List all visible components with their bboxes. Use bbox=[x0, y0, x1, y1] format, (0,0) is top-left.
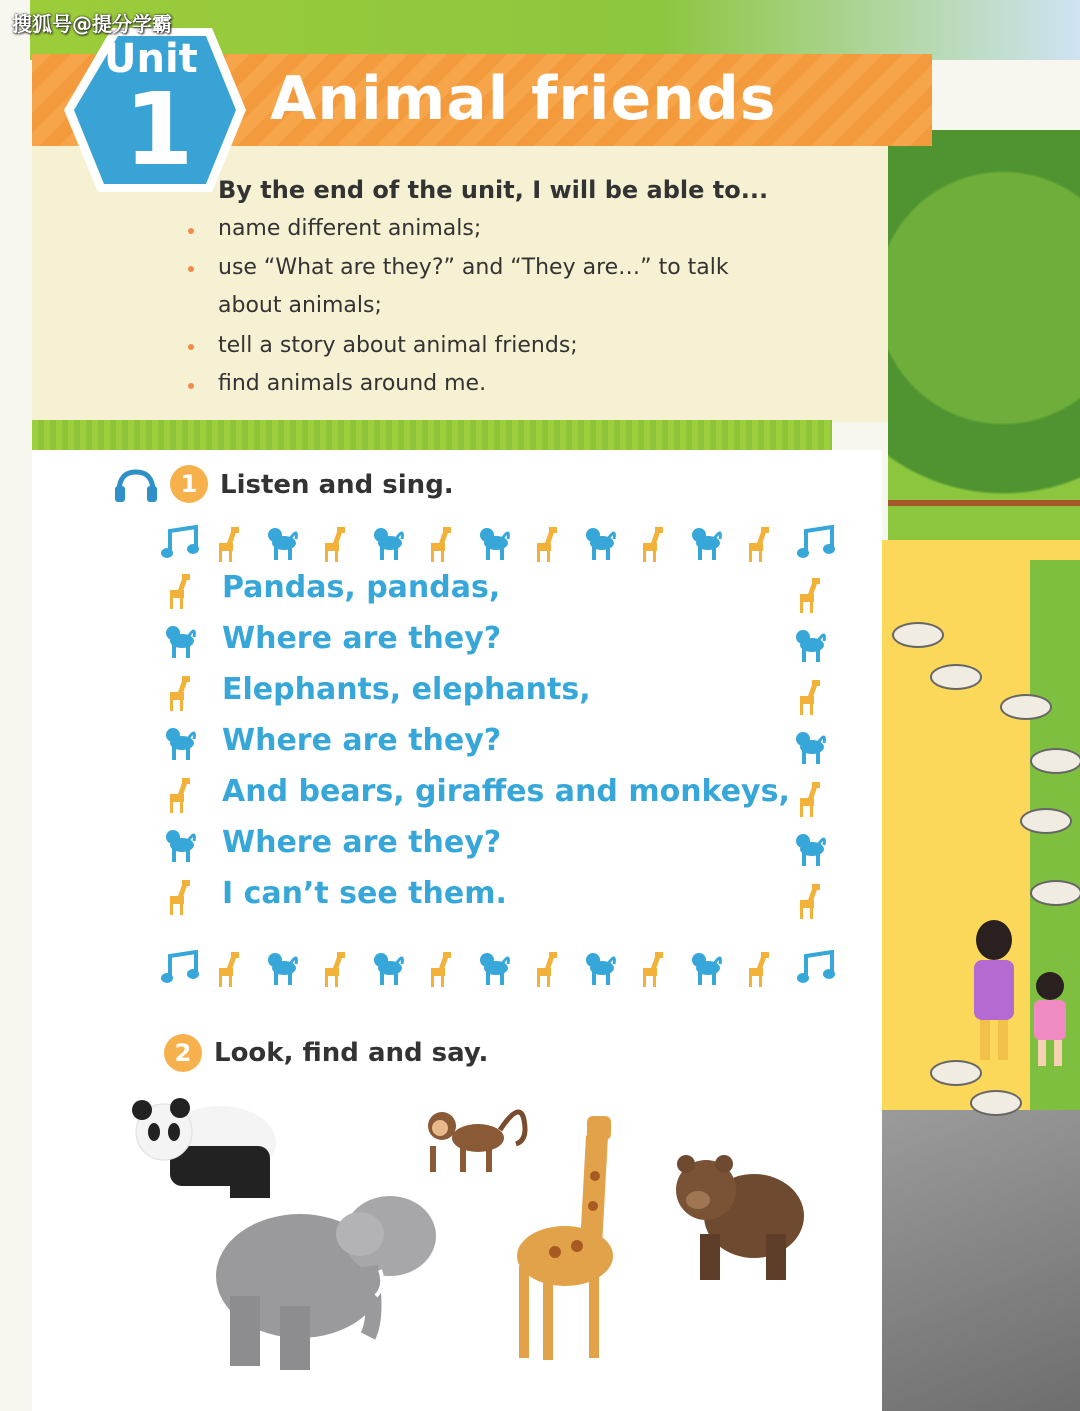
bullet bbox=[188, 344, 194, 350]
goal-item: tell a story about animal friends; bbox=[218, 333, 578, 358]
monkey-icon bbox=[690, 950, 724, 990]
monkey-icon bbox=[164, 725, 198, 765]
monkey-icon bbox=[372, 950, 406, 990]
giraffe-icon bbox=[425, 950, 455, 992]
monkey-icon bbox=[794, 729, 828, 769]
giraffe-icon bbox=[319, 525, 349, 567]
giraffe-icon bbox=[164, 674, 194, 716]
giraffe-icon bbox=[743, 525, 773, 567]
monkey-icon bbox=[584, 950, 618, 990]
monkey-icon bbox=[164, 623, 198, 663]
child-illustration bbox=[1024, 970, 1076, 1070]
giraffe-icon bbox=[531, 525, 561, 567]
giraffe-icon bbox=[531, 950, 561, 992]
stepping-stone bbox=[970, 1090, 1022, 1116]
monkey-icon bbox=[690, 525, 724, 565]
elephant-picture bbox=[210, 1186, 440, 1376]
bear-picture bbox=[670, 1150, 810, 1290]
giraffe-icon bbox=[794, 882, 824, 924]
section-number: 2 bbox=[164, 1034, 202, 1072]
stepping-stone bbox=[1000, 694, 1052, 720]
stepping-stone bbox=[1030, 880, 1080, 906]
monkey-icon bbox=[372, 525, 406, 565]
girl-illustration bbox=[960, 920, 1030, 1070]
section-title: Look, find and say. bbox=[214, 1038, 489, 1068]
song-lyric-line: And bears, giraffes and monkeys, bbox=[222, 774, 790, 809]
grass-strip bbox=[32, 420, 832, 450]
song-lyric-line: Where are they? bbox=[222, 825, 502, 860]
goal-item: find animals around me. bbox=[218, 371, 487, 396]
rock-illustration bbox=[880, 1110, 1080, 1411]
giraffe-picture bbox=[505, 1106, 635, 1366]
giraffe-icon bbox=[213, 525, 243, 567]
stepping-stone bbox=[1020, 808, 1072, 834]
song-lyric-line: Pandas, pandas, bbox=[222, 570, 501, 605]
song-lyric-line: I can’t see them. bbox=[222, 876, 507, 911]
unit-title: Animal friends bbox=[270, 64, 777, 134]
stepping-stone bbox=[930, 664, 982, 690]
monkey-icon bbox=[164, 827, 198, 867]
goal-item: use “What are they?” and “They are…” to talk bbox=[218, 255, 729, 280]
headphones-icon bbox=[113, 468, 159, 502]
stepping-stone bbox=[892, 622, 944, 648]
song-lyric-line: Where are they? bbox=[222, 621, 502, 656]
giraffe-icon bbox=[794, 576, 824, 618]
giraffe-icon bbox=[164, 776, 194, 818]
giraffe-icon bbox=[637, 950, 667, 992]
giraffe-icon bbox=[794, 780, 824, 822]
song-lyric-line: Elephants, elephants, bbox=[222, 672, 591, 707]
tree-illustration bbox=[888, 130, 1080, 550]
music-note-icon bbox=[796, 525, 838, 565]
icon-border-bottom bbox=[160, 950, 830, 990]
monkey-icon bbox=[584, 525, 618, 565]
giraffe-icon bbox=[164, 572, 194, 614]
bullet bbox=[188, 228, 194, 234]
monkey-icon bbox=[794, 627, 828, 667]
giraffe-icon bbox=[213, 950, 243, 992]
music-note-icon bbox=[160, 525, 202, 565]
giraffe-icon bbox=[425, 525, 455, 567]
unit-number: 1 bbox=[124, 71, 194, 188]
monkey-icon bbox=[266, 950, 300, 990]
goal-item: about animals; bbox=[218, 293, 382, 318]
goals-heading: By the end of the unit, I will be able to... bbox=[218, 176, 769, 204]
monkey-icon bbox=[478, 525, 512, 565]
unit-label: Unit bbox=[104, 36, 198, 82]
section-title: Listen and sing. bbox=[220, 470, 454, 500]
monkey-icon bbox=[266, 525, 300, 565]
monkey-icon bbox=[794, 831, 828, 871]
music-note-icon bbox=[796, 950, 838, 990]
music-note-icon bbox=[160, 950, 202, 990]
bullet bbox=[188, 383, 194, 389]
icon-border-top bbox=[160, 525, 830, 565]
giraffe-icon bbox=[637, 525, 667, 567]
giraffe-icon bbox=[743, 950, 773, 992]
giraffe-icon bbox=[164, 878, 194, 920]
stepping-stone bbox=[1030, 748, 1080, 774]
monkey-icon bbox=[478, 950, 512, 990]
giraffe-icon bbox=[794, 678, 824, 720]
giraffe-icon bbox=[319, 950, 349, 992]
bullet bbox=[188, 266, 194, 272]
goal-item: name different animals; bbox=[218, 216, 482, 241]
section-number: 1 bbox=[170, 465, 208, 503]
watermark: 搜狐号@提分学霸 bbox=[12, 12, 172, 36]
song-lyric-line: Where are they? bbox=[222, 723, 502, 758]
